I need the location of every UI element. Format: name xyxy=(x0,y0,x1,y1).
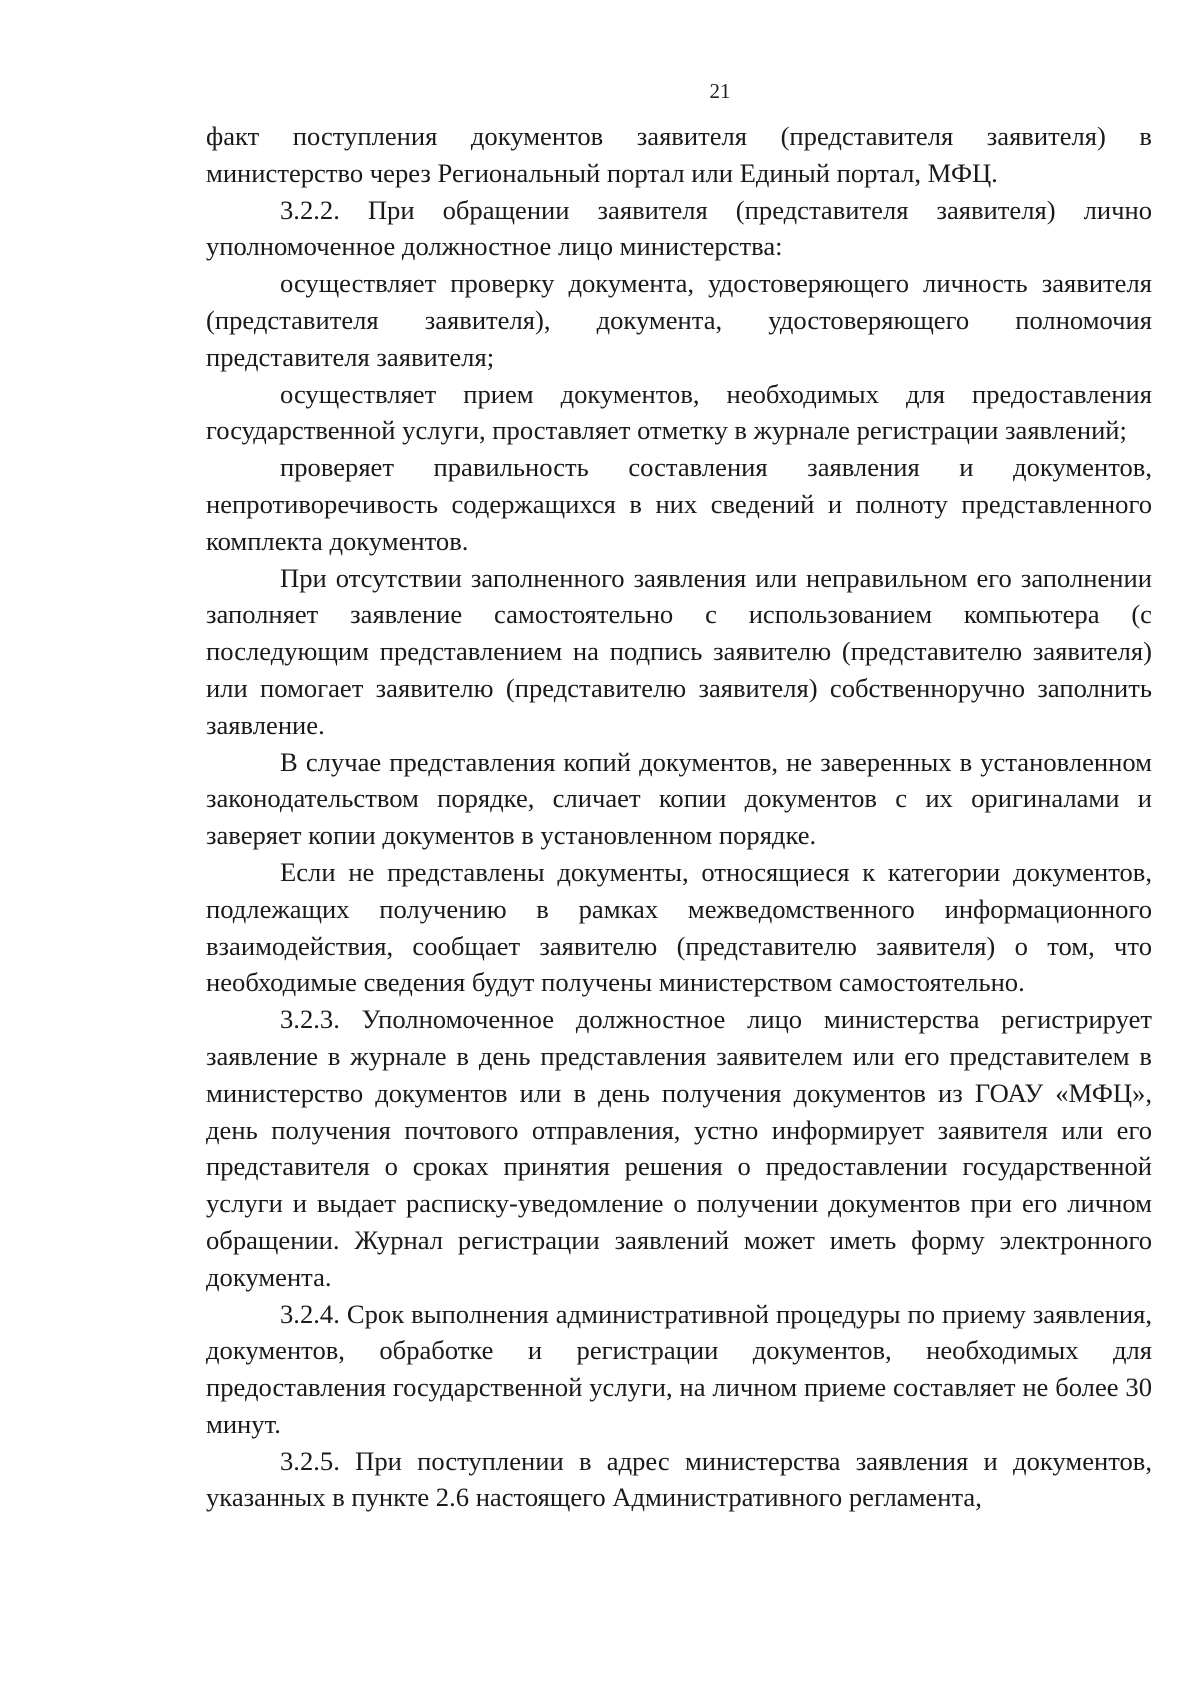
paragraph-interagency-documents: Если не представлены документы, относящиеся к категории документов, подлежащих получению в рамках межведомственного информационного взаимодействия, сообщает заявителю (представителю заявителя) о том, что необходимые сведения будут получены министерством самостоятельно. xyxy=(206,856,1152,998)
paragraph-3-2-2: 3.2.2. При обращении заявителя (представителя заявителя) лично уполномоченное должностное лицо министерства: xyxy=(206,194,1152,262)
paragraph-document-intake: осуществляет прием документов, необходимых для предоставления государственной услуги, проставляет отметку в журнале регистрации заявлений; xyxy=(206,378,1152,446)
page-number: 21 xyxy=(709,79,731,103)
paragraph-3-2-4: 3.2.4. Срок выполнения административной процедуры по приему заявления, документов, обработке и регистрации документов, необходимых для предоставления государственной услуги, на личном приеме составляет не более 30 минут. xyxy=(206,1298,1152,1439)
paragraph-application-filling: При отсутствии заполненного заявления или неправильном его заполнении заполняет заявление самостоятельно с использованием компьютера (с последующим представлением на подпись заявителю (представителю заявителя) или помогает заявителю (представителю заявителя) собственноручно заполнить заявление. xyxy=(206,562,1152,740)
paragraph-copies-verification: В случае представления копий документов, не заверенных в установленном законодательством порядке, сличает копии документов с их оригиналами и заверяет копии документов в установленном порядке. xyxy=(206,746,1152,851)
paragraph-identity-check: осуществляет проверку документа, удостоверяющего личность заявителя (представителя заявителя), документа, удостоверяющего полномочия представителя заявителя; xyxy=(206,268,1152,372)
paragraph-3-2-5: 3.2.5. При поступлении в адрес министерства заявления и документов, указанных в пункте 2.6 настоящего Административного регламента, xyxy=(206,1445,1152,1513)
paragraph-continuation: факт поступления документов заявителя (представителя заявителя) в министерство через Региональный портал или Единый портал, МФЦ. xyxy=(206,121,1152,188)
paragraph-correctness-check: проверяет правильность составления заявления и документов, непротиворечивость содержащихся в них сведений и полноту представленного комплекта документов. xyxy=(206,452,1152,556)
document-body xyxy=(206,118,1152,1516)
paragraph-3-2-3: 3.2.3. Уполномоченное должностное лицо министерства регистрирует заявление в журнале в день представления заявителем или его представителем в министерство документов или в день получения документов из ГОАУ «МФЦ», день получения почтового отправления, устно информирует заявителя или его представителя о сроках принятия решения о предоставлении государственной услуги и выдает расписку-уведомление о получении документов при его личном обращении. Журнал регистрации заявлений может иметь форму электронного документа. xyxy=(206,1004,1152,1292)
